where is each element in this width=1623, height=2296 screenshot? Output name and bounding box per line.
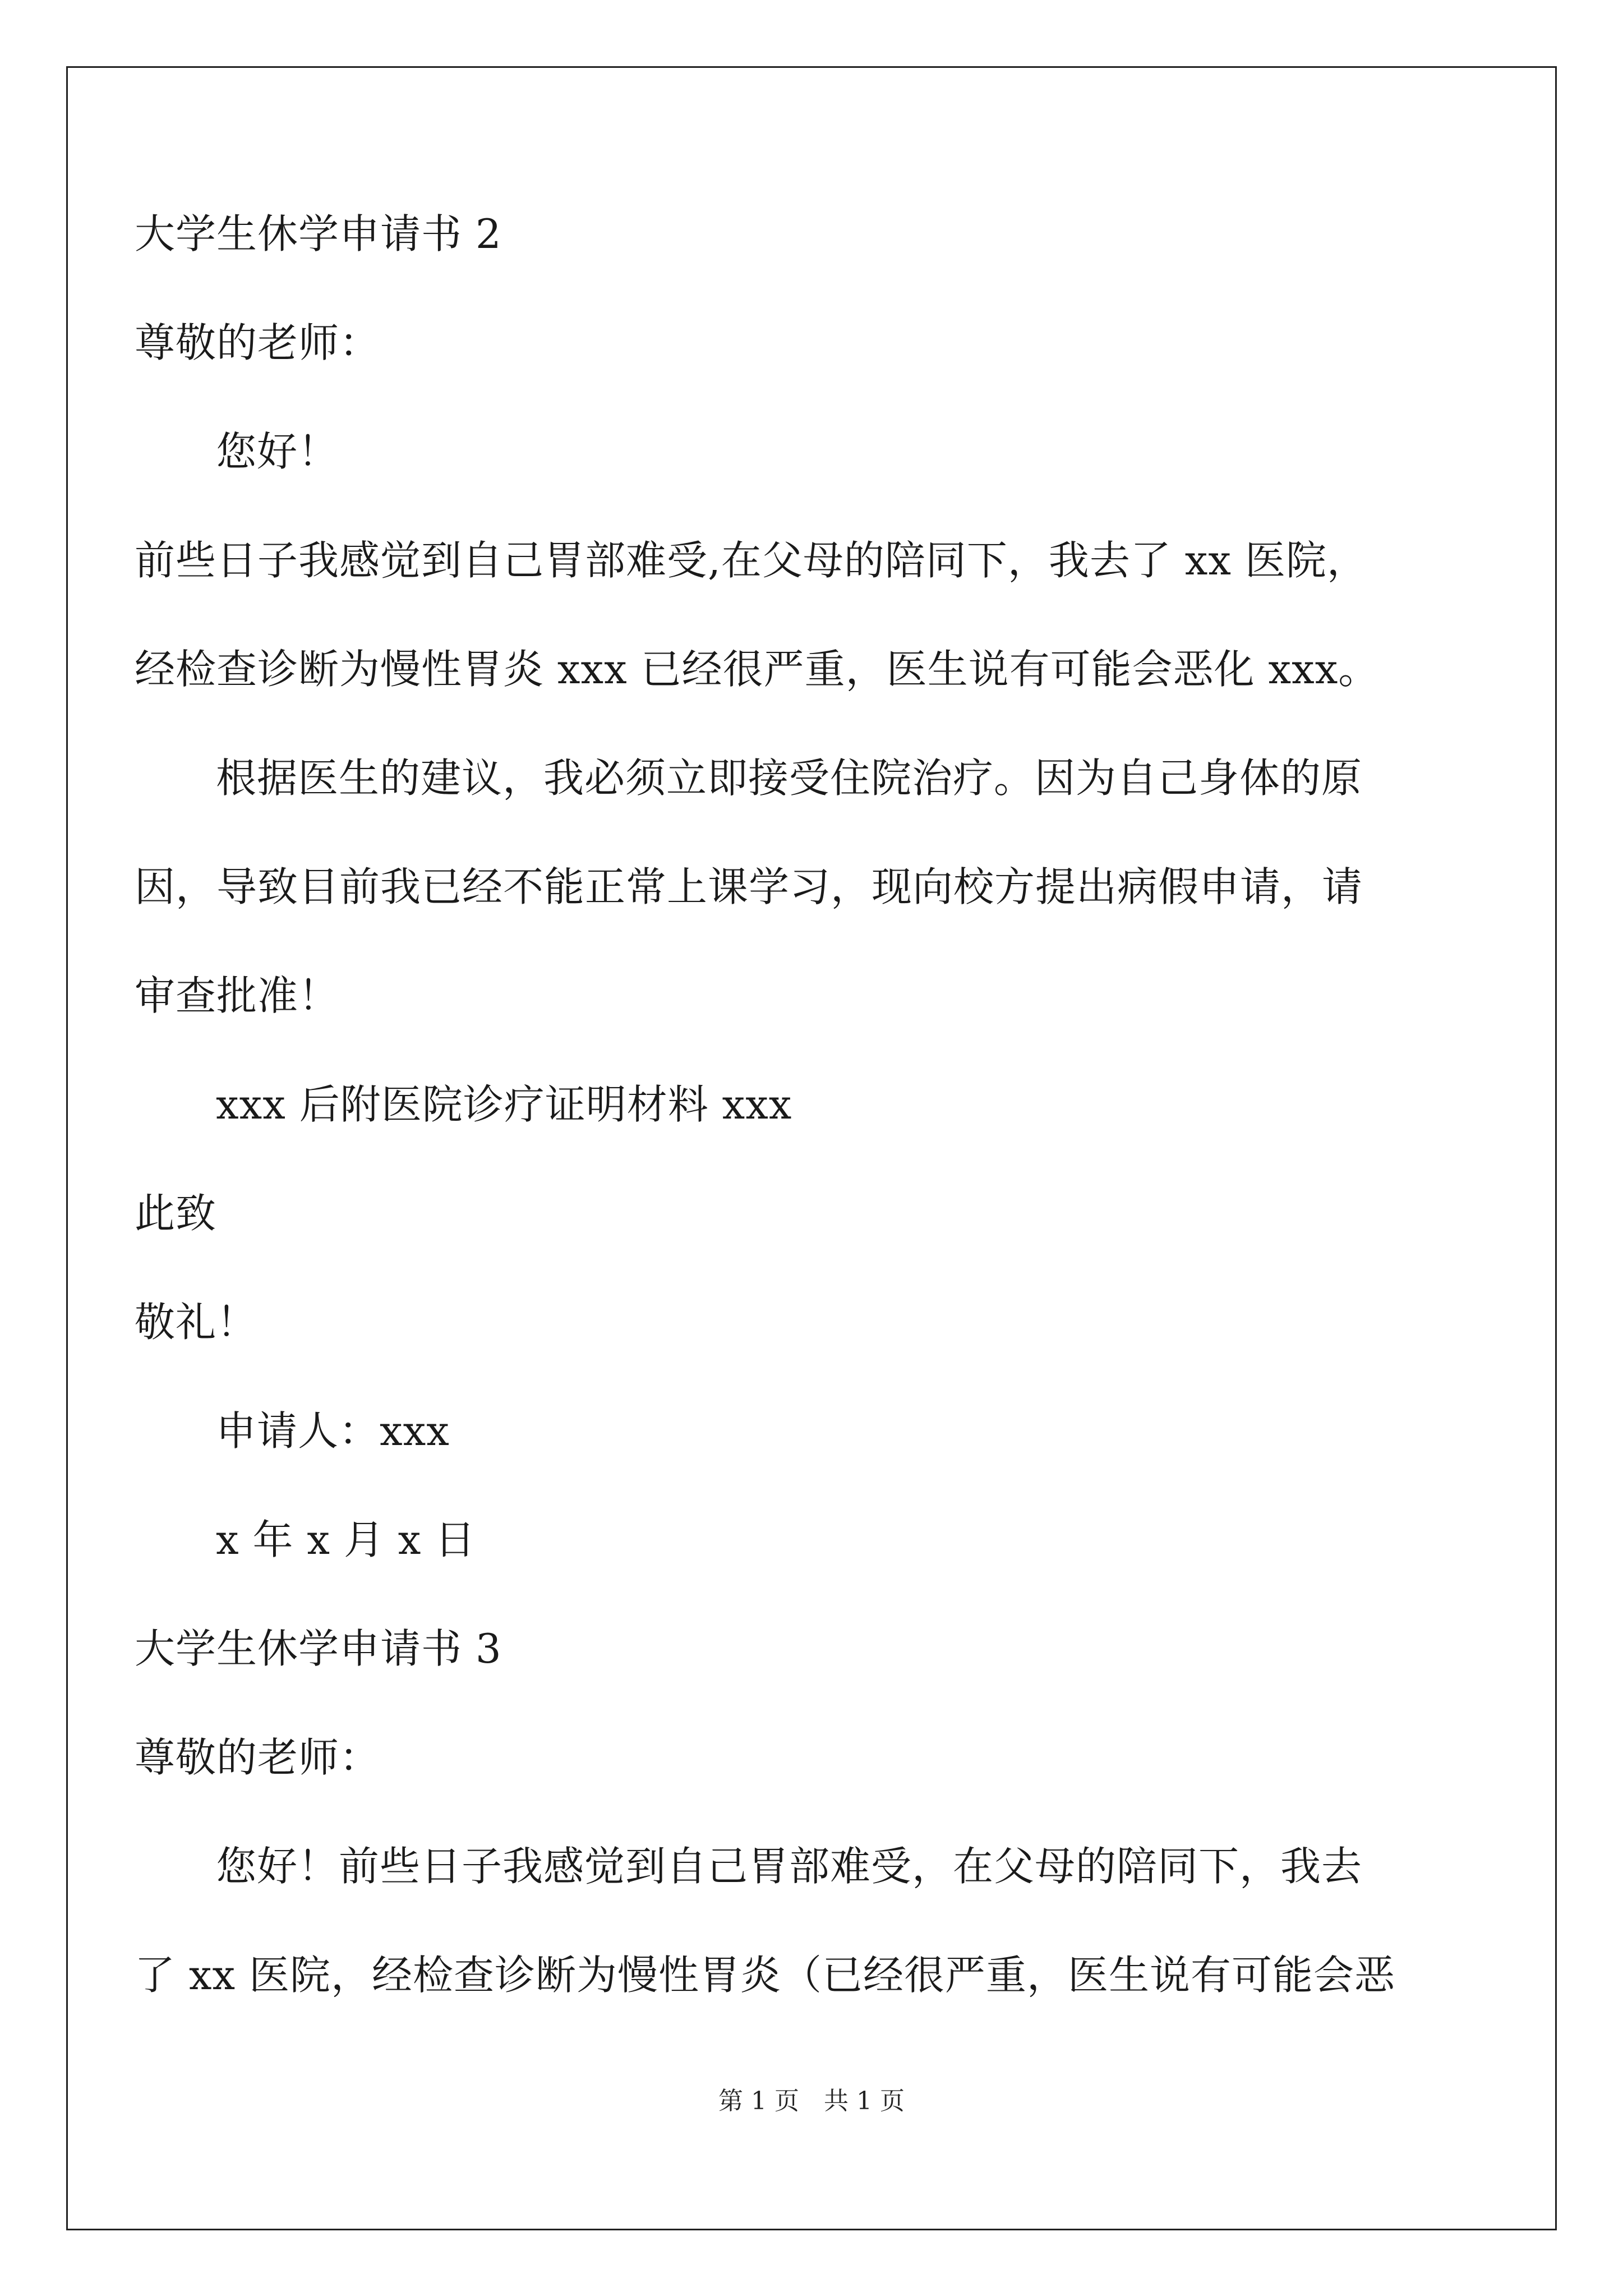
body-line: 因，导致目前我已经不能正常上课学习，现向校方提出病假申请，请	[135, 863, 1363, 910]
greeting-line: 您好！	[216, 428, 339, 475]
closing-line: 此致	[135, 1190, 217, 1237]
page-footer: 第 1 页 共 1 页	[718, 2087, 905, 2115]
body-line: 经检查诊断为慢性胃炎 xxx 已经很严重，医生说有可能会恶化 xxx。	[135, 646, 1380, 693]
closing-line: 敬礼！	[135, 1299, 258, 1346]
body-line: 了 xx 医院，经检查诊断为慢性胃炎（已经很严重，医生说有可能会恶	[135, 1952, 1395, 1999]
section-title-3: 大学生休学申请书 3	[135, 1625, 502, 1672]
applicant-line: 申请人：xxx	[216, 1407, 450, 1455]
date-line: x 年 x 月 x 日	[216, 1516, 476, 1563]
page-frame	[66, 66, 1557, 2230]
body-line: 您好！前些日子我感觉到自己胃部难受，在父母的陪同下，我去	[216, 1843, 1363, 1890]
section-title-2: 大学生休学申请书 2	[135, 210, 502, 257]
attachment-note: xxx 后附医院诊疗证明材料 xxx	[216, 1081, 792, 1128]
salutation-line: 尊敬的老师：	[135, 1734, 381, 1781]
body-line: 审查批准！	[135, 972, 340, 1019]
body-line: 根据医生的建议，我必须立即接受住院治疗。因为自己身体的原	[216, 754, 1363, 802]
salutation-line: 尊敬的老师：	[135, 319, 381, 366]
body-line: 前些日子我感觉到自己胃部难受,在父母的陪同下，我去了 xx 医院，	[135, 537, 1368, 584]
